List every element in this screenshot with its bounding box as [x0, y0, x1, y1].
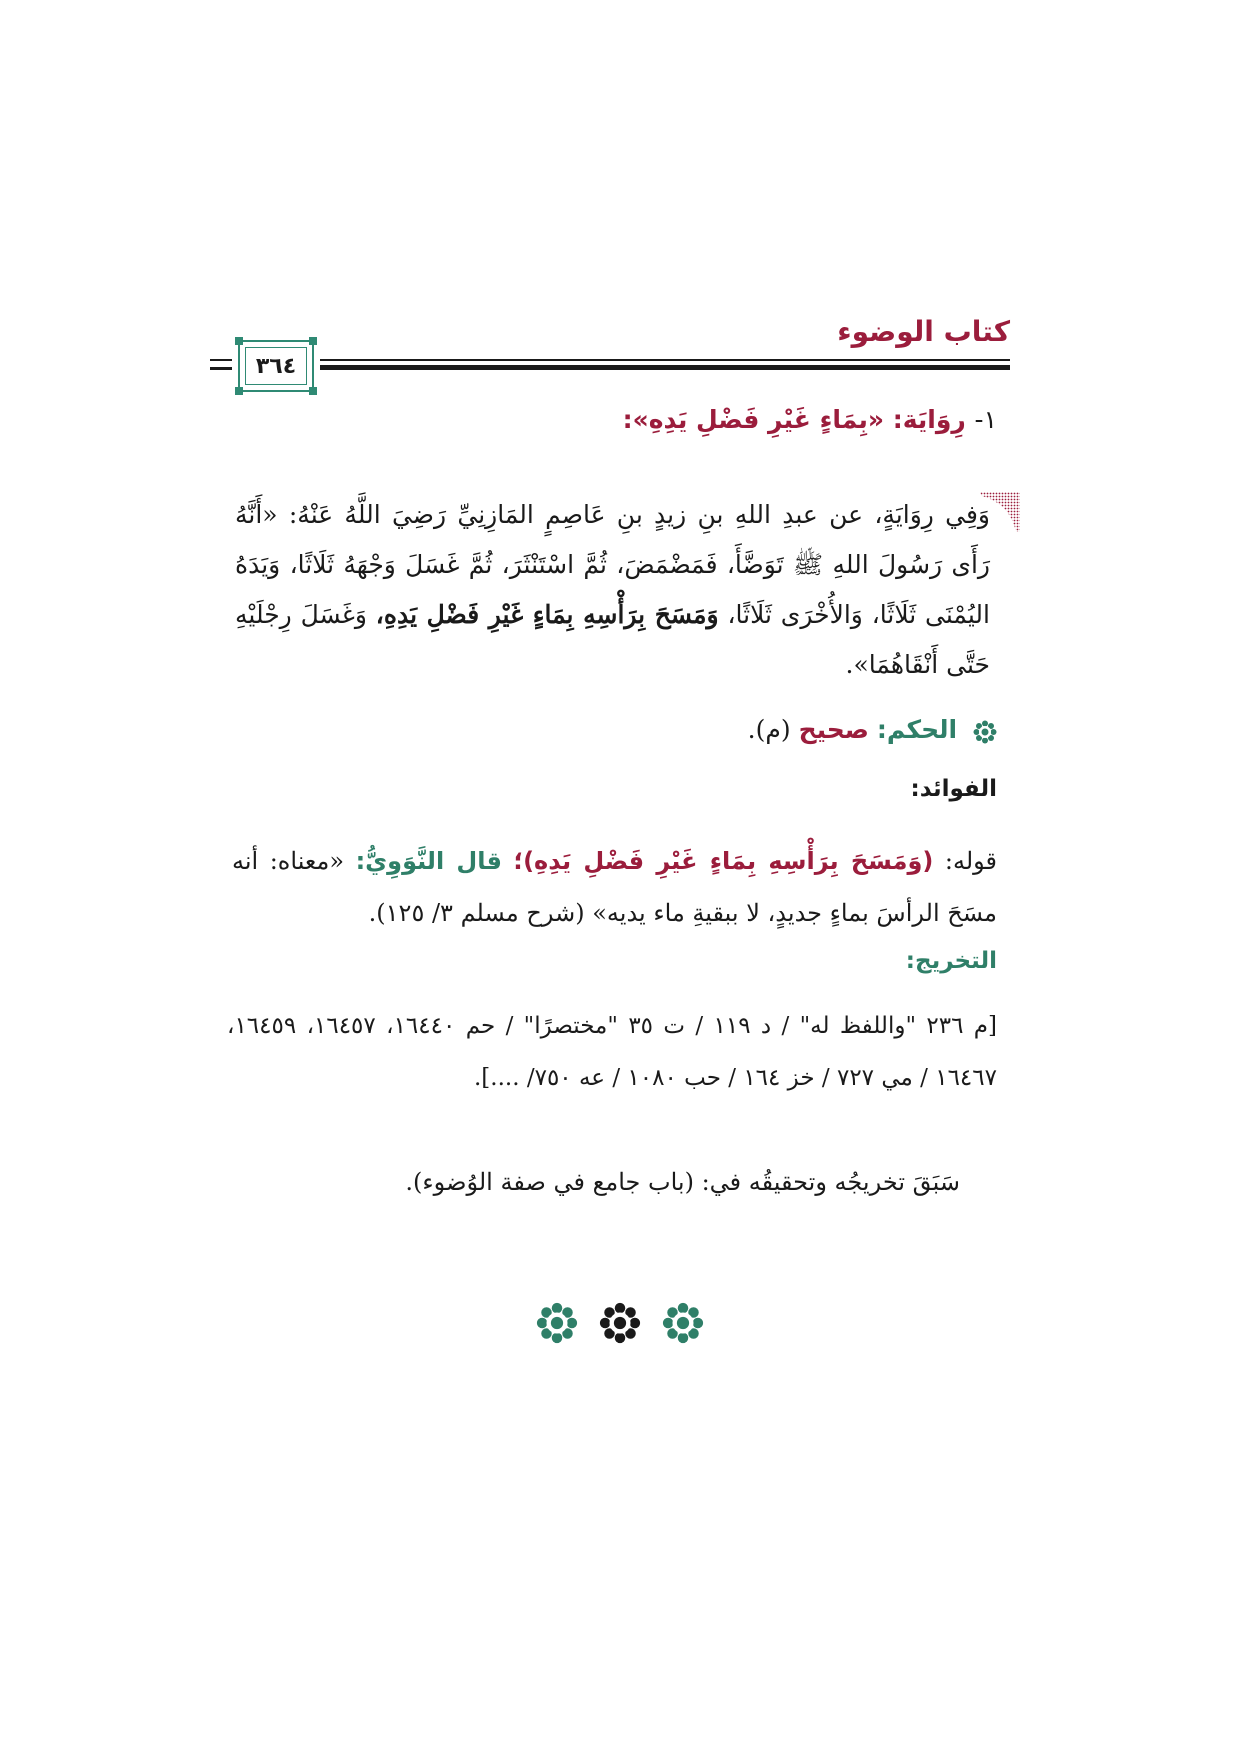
ruling-line — [748, 715, 997, 744]
frame-corner-ornament — [309, 387, 317, 395]
takhrij-text: [م ٢٣٦ "واللفظ له" / د ١١٩ / ت ٣٥ "مختصرًا" / حم ١٦٤٤٠، ١٦٤٥٧، ١٦٤٥٩، ١٦٤٦٧ / مي ٧٢٧ / خز ١٦٤ / حب ١٠٨٠ / عه ٧٥٠/ ....]. — [227, 1013, 998, 1091]
header-rule-thin — [320, 359, 1010, 361]
frame-corner-ornament — [309, 337, 317, 345]
header-rule-left-1 — [210, 359, 232, 361]
section-title: رِوَايَة: «بِمَاءٍ غَيْرِ فَضْلِ يَدِهِ»: — [622, 405, 966, 434]
benefit-quote: (وَمَسَحَ بِرَأْسِهِ بِمَاءٍ غَيْرِ فَضْلِ يَدِهِ)؛ — [513, 847, 934, 875]
ruling-source: (م). — [747, 715, 791, 744]
hadith-text — [235, 490, 990, 690]
frame-corner-ornament — [235, 387, 243, 395]
header-rule-thick — [320, 365, 1010, 370]
hadith-text-emphasis: وَمَسَحَ بِرَأْسِهِ بِمَاءٍ غَيْرِ فَضْلِ يَدِهِ، — [375, 600, 719, 629]
hadith-text-end: وَغَسَلَ رِجْلَيْهِ حَتَّى أَنْقَاهُمَا». — [235, 600, 990, 679]
takhrij-note: سَبَقَ تخريجُه وتحقيقُه في: (باب جامع في صفة الوُضوء). — [405, 1168, 960, 1196]
flower-ornament-icon — [973, 720, 997, 744]
page-number-frame — [238, 340, 314, 392]
section-end-ornaments — [0, 1302, 1240, 1348]
benefit-scholar: قال النَّوَوِيُّ: — [355, 847, 502, 875]
ruling-label: الحكم: — [876, 715, 958, 744]
hadith-text-main: وَفِي رِوَايَةٍ، عن عبدِ اللهِ بنِ زيدٍ بنِ عَاصِمٍ المَازِنِيِّ رَضِيَ اللَّهُ عَنْهُ: «أَنَّهُ رَأَى رَسُولَ اللهِ ﷺ تَوَضَّأَ، فَمَضْمَضَ، ثُمَّ اسْتَنْثَرَ، ثُمَّ غَسَلَ وَجْهَهُ ثَلَاثًا، وَيَدَهُ اليُمْنَى ثَلَاثًا، وَالأُخْرَى ثَلَاثًا، — [235, 500, 990, 629]
ruling-value: صحيح — [798, 715, 869, 744]
frame-corner-ornament — [235, 337, 243, 345]
benefit-intro: قوله: — [944, 847, 997, 875]
benefit-text: «معناه: أنه مسَحَ الرأسَ بماءٍ جديدٍ، لا ببقيةِ ماء يديه» (شرح مسلم ٣/ ١٢٥). — [232, 847, 997, 927]
flower-ornament-icon — [536, 1302, 578, 1344]
header-rule-left-2 — [210, 367, 232, 370]
flower-ornament-icon — [662, 1302, 704, 1344]
book-title: كتاب الوضوء — [837, 315, 1010, 348]
benefits-heading: الفوائد: — [910, 776, 997, 802]
page-header — [210, 315, 1010, 390]
page-number: ٣٦٤ — [245, 347, 307, 385]
flower-ornament-icon — [599, 1302, 641, 1344]
section-number: ١- — [974, 405, 997, 434]
benefit-paragraph — [232, 835, 997, 939]
takhrij-heading: التخريج: — [905, 948, 997, 974]
section-heading — [623, 405, 997, 434]
